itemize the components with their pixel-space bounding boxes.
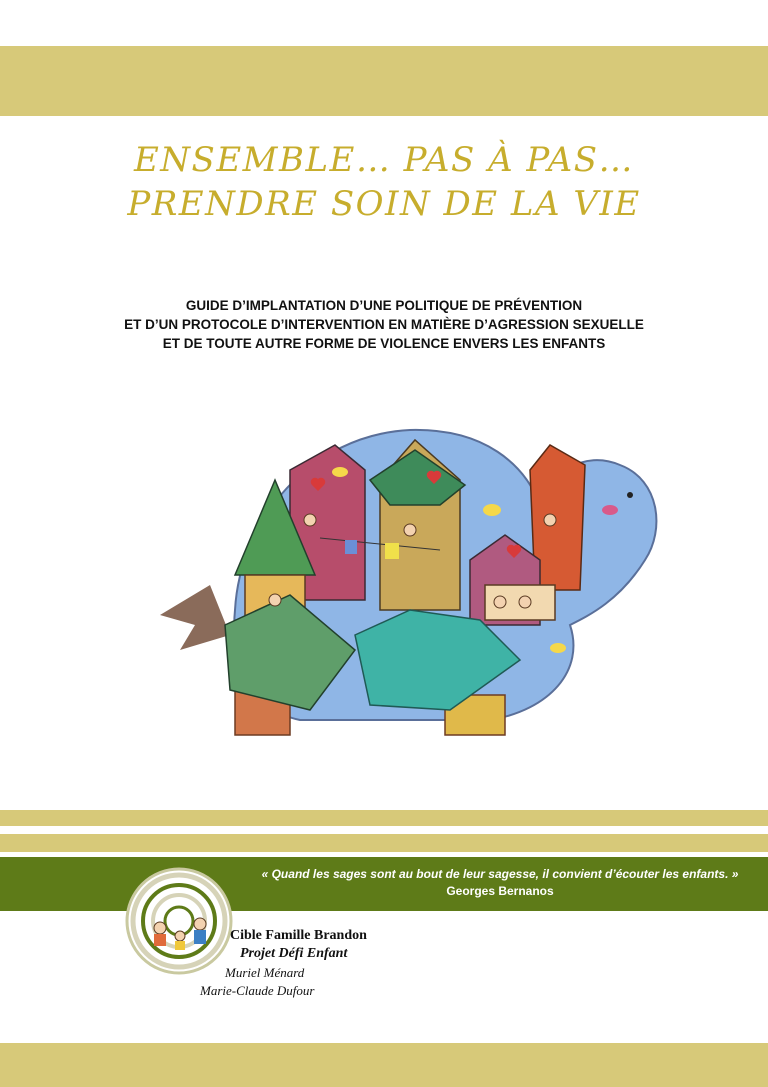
laundry-shirt-yellow — [385, 543, 399, 559]
laundry-shirt — [345, 540, 357, 554]
author-name: Muriel Ménard — [225, 965, 305, 980]
child-face — [404, 524, 416, 536]
butterfly-icon — [550, 643, 566, 653]
project-name: Projet Défi Enfant — [240, 946, 348, 961]
subtitle-line-3: ET DE TOUTE AUTRE FORME DE VIOLENCE ENVERS LES ENFANTS — [162, 336, 606, 351]
decorative-stripe — [0, 810, 768, 826]
subtitle-line-2: ET D’UN PROTOCOLE D’INTERVENTION EN MATIÈRE D’AGRESSION SEXUELLE — [124, 317, 644, 332]
turtle-village-illustration — [140, 410, 670, 760]
decorative-stripe — [0, 834, 768, 852]
family-target-logo — [124, 866, 234, 976]
turtle-eye — [627, 492, 633, 498]
child-face — [304, 514, 316, 526]
butterfly-icon — [483, 504, 501, 516]
tail-shape — [160, 585, 230, 650]
page-title — [0, 138, 768, 226]
bottom-decorative-band — [0, 1043, 768, 1087]
child-face — [519, 596, 531, 608]
title-line-1: ENSEMBLE… PAS À PAS… — [133, 140, 635, 180]
butterfly-icon — [602, 505, 618, 515]
organization-name: Cible Famille Brandon — [230, 928, 367, 943]
subtitle — [0, 296, 768, 353]
child-face — [544, 514, 556, 526]
child-face — [269, 594, 281, 606]
title-line-2: PRENDRE SOIN DE LA VIE — [127, 184, 641, 224]
child-face — [494, 596, 506, 608]
top-decorative-band — [0, 46, 768, 116]
subtitle-line-1: GUIDE D’IMPLANTATION D’UNE POLITIQUE DE PRÉVENTION — [185, 298, 583, 313]
butterfly-icon — [332, 467, 348, 477]
quote-text: « Quand les sages sont au bout de leur sagesse, il convient d’écouter les enfants. » — [261, 867, 739, 881]
quote-author: Georges Bernanos — [446, 884, 554, 898]
quote-block — [250, 866, 750, 900]
author-name: Marie-Claude Dufour — [200, 983, 315, 998]
